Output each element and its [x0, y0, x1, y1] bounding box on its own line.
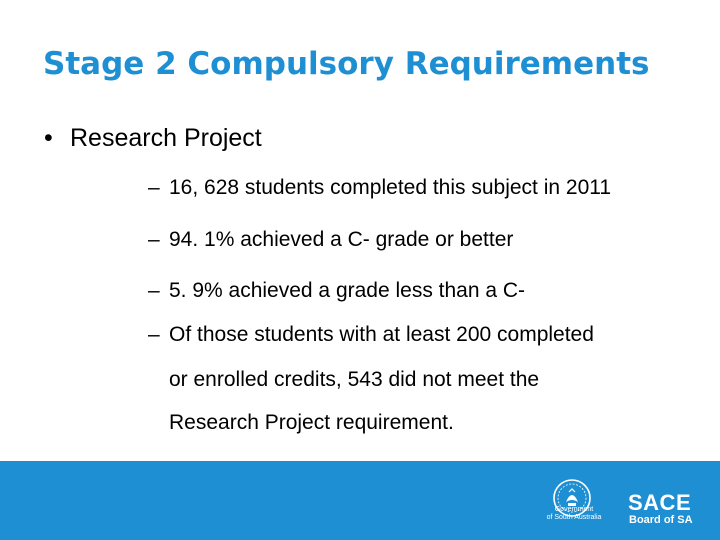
dash-marker: –: [148, 279, 160, 302]
bullet-marker: •: [44, 124, 53, 152]
gov-line-2: of South Australia: [546, 514, 602, 521]
dash-marker: –: [148, 176, 160, 199]
footer-bar: [0, 461, 720, 540]
gov-line-1: Government: [554, 506, 594, 513]
dash-marker: –: [148, 228, 160, 251]
bullet-research-project: [44, 124, 262, 153]
board-logo-text: Board of SA: [629, 514, 693, 526]
dash-marker: –: [148, 323, 160, 346]
subpoint-text: 94. 1% achieved a C- grade or better: [169, 228, 514, 251]
subpoint: [148, 323, 594, 347]
subpoint-continuation: Research Project requirement.: [169, 411, 454, 434]
sace-logo-text: SACE: [628, 490, 692, 515]
subpoint: [148, 279, 525, 303]
government-logo-text: [540, 506, 608, 522]
slide-title: Stage 2 Compulsory Requirements: [43, 46, 650, 82]
subpoint-text: 16, 628 students completed this subject in 2011: [169, 176, 612, 199]
subpoint-text: 5. 9% achieved a grade less than a C-: [169, 279, 526, 302]
subpoint-continuation: or enrolled credits, 543 did not meet the: [169, 368, 540, 391]
bullet-label: Research Project: [70, 124, 262, 152]
subpoint: [148, 176, 611, 200]
subpoint: [148, 228, 513, 252]
subpoint-text: Of those students with at least 200 completed: [169, 323, 594, 346]
